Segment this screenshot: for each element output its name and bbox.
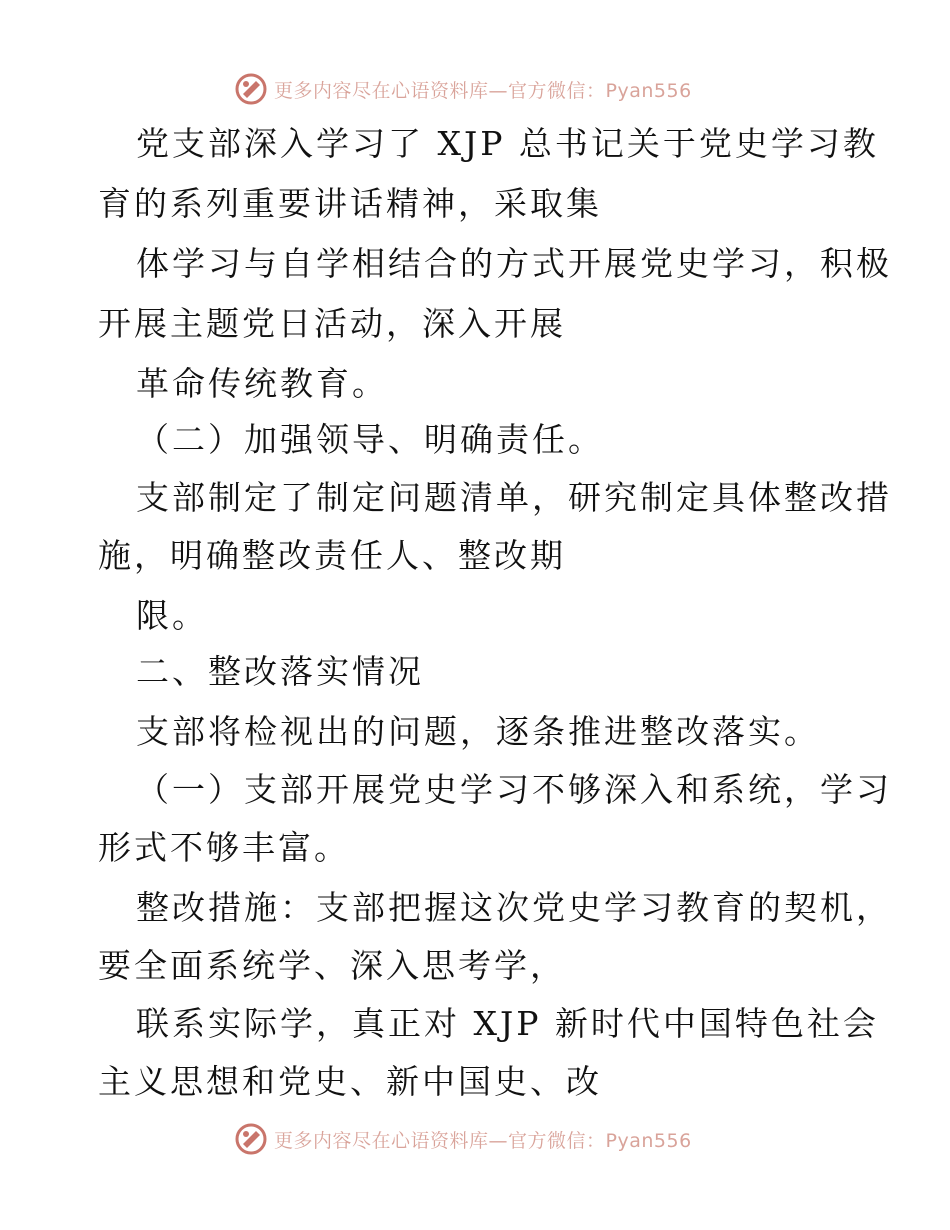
watermark-separator: — bbox=[488, 79, 509, 102]
paragraph-line: 限。 bbox=[136, 596, 208, 635]
header-watermark-text bbox=[274, 76, 692, 103]
watermark-main-text: 更多内容尽在心语资料库 bbox=[274, 1129, 489, 1152]
paragraph-line: 体学习与自学相结合的方式开展党史学习，积极 bbox=[136, 244, 892, 283]
section-heading: （二）加强领导、明确责任。 bbox=[136, 420, 604, 459]
paragraph-line: 要全面系统学、深入思考学， bbox=[98, 946, 566, 985]
paragraph-line: 支部制定了制定问题清单，研究制定具体整改措 bbox=[136, 478, 892, 517]
watermark-separator: — bbox=[488, 1129, 509, 1152]
watermark-contact-text: 官方微信：Pyan556 bbox=[508, 79, 692, 102]
section-heading: 二、整改落实情况 bbox=[136, 652, 424, 691]
section-heading: （一）支部开展党史学习不够深入和系统，学习 bbox=[136, 770, 892, 809]
paragraph-line: 党支部深入学习了 XJP 总书记关于党史学习教 bbox=[136, 124, 879, 163]
paragraph-line: 形式不够丰富。 bbox=[98, 828, 350, 867]
footer-watermark-banner bbox=[234, 1122, 692, 1156]
watermark-contact-text: 官方微信：Pyan556 bbox=[508, 1129, 692, 1152]
paragraph-line: 整改措施：支部把握这次党史学习教育的契机， bbox=[136, 888, 892, 927]
paragraph-line: 支部将检视出的问题，逐条推进整改落实。 bbox=[136, 712, 820, 751]
paragraph-line: 施，明确整改责任人、整改期 bbox=[98, 536, 566, 575]
paragraph-line: 主义思想和党史、新中国史、改 bbox=[98, 1062, 602, 1101]
brand-logo-icon bbox=[234, 72, 268, 106]
paragraph-line: 育的系列重要讲话精神，采取集 bbox=[98, 184, 602, 223]
watermark-main-text: 更多内容尽在心语资料库 bbox=[274, 79, 489, 102]
paragraph-line: 联系实际学，真正对 XJP 新时代中国特色社会 bbox=[136, 1004, 879, 1043]
footer-watermark-text bbox=[274, 1126, 692, 1153]
header-watermark-banner bbox=[234, 72, 692, 106]
brand-logo-icon bbox=[234, 1122, 268, 1156]
paragraph-line: 革命传统教育。 bbox=[136, 364, 388, 403]
paragraph-line: 开展主题党日活动，深入开展 bbox=[98, 304, 566, 343]
